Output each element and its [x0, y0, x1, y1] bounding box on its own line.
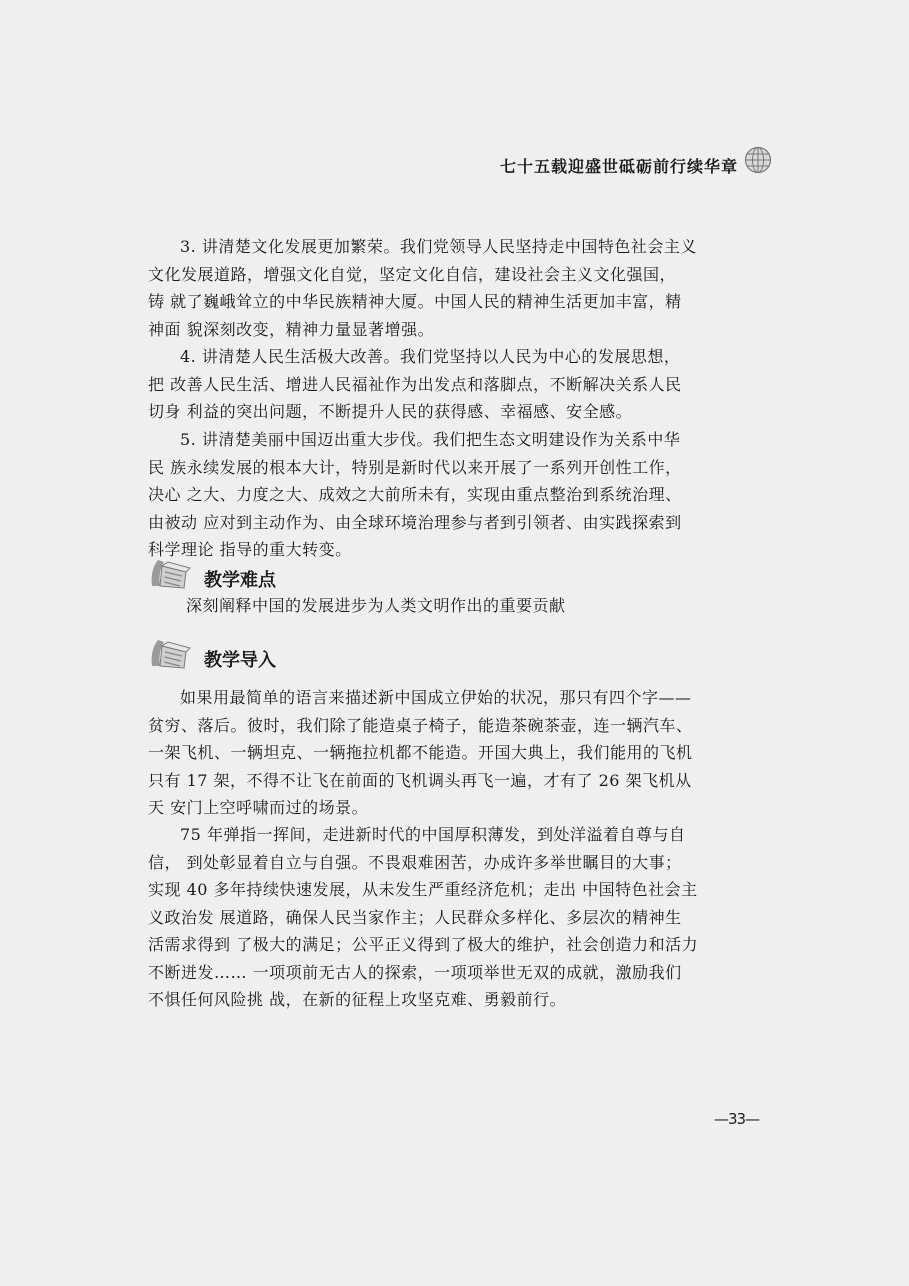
paragraph-culture: [148, 233, 760, 343]
paragraph-line: 我们党领导人民坚持走中国特色社会主义: [399, 237, 697, 256]
books-icon: [148, 556, 192, 592]
paragraph-line: 由被动 应对到主动作为、由全球环境治理参与者到引领者、由实践探索到: [148, 512, 682, 532]
page-number: —33—: [714, 1110, 760, 1128]
paragraph-line: 不断迸发…… 一项项前无古人的探索，一项项举世无双的成就，激励我们: [148, 962, 682, 982]
section-heading-difficulty: [148, 556, 548, 592]
paragraph-line: 我们党坚持以人民为中心的发展思想，: [399, 347, 681, 366]
paragraph-line: 只有 17 架，不得不让飞在前面的飞机调头再飞一遍，才有了 26 架飞机从: [148, 770, 692, 790]
paragraph-intro-1: [148, 684, 760, 822]
paragraph-line: 义政治发 展道路，确保人民当家作主；人民群众多样化、多层次的精神生: [148, 907, 682, 927]
paragraph-line: 民 族永续发展的根本大计，特别是新时代以来开展了一系列开创性工作，: [148, 457, 682, 477]
paragraph-line: 一架飞机、一辆坦克、一辆拖拉机都不能造。开国大典上，我们能用的飞机: [148, 743, 693, 762]
paragraph-line: 活需求得到 了极大的满足；公平正义得到了极大的维护，社会创造力和活力: [148, 935, 699, 954]
paragraph-line: 深刻阐释中国的发展进步为人类文明作出的重要贡献: [186, 596, 566, 615]
paragraph-line: 不惧任何风险挑 战，在新的征程上攻坚克难、勇毅前行。: [148, 990, 567, 1009]
paragraph-difficulty: [148, 592, 760, 620]
paragraph-lead: 5. 讲清楚美丽中国迈出重大步伐。: [180, 430, 433, 449]
paragraph-line: 信， 到处彰显着自立与自强。不畏艰难困苦，办成许多举世瞩目的大事；: [148, 852, 682, 872]
paragraph-lead: 如果用最简单的语言来描述新中国成立伊始的状况，那只有四个字——: [180, 688, 692, 707]
section-title: 教学难点: [204, 570, 276, 591]
section-title: 教学导入: [204, 650, 276, 671]
globe-icon: [744, 146, 772, 174]
books-icon: [148, 636, 192, 672]
paragraph-line: 神面 貌深刻改变，精神力量显著增强。: [148, 319, 435, 339]
paragraph-line: 铸 就了巍峨耸立的中华民族精神大厦。中国人民的精神生活更加丰富，精: [148, 292, 682, 311]
paragraph-line: 科学理论 指导的重大转变。: [148, 540, 352, 559]
paragraph-line: 实现 40 多年持续快速发展，从未发生严重经济危机；走出 中国特色社会主: [148, 880, 698, 899]
paragraph-line: 贫穷、落后。彼时，我们除了能造桌子椅子，能造茶碗茶壶，连一辆汽车、: [148, 715, 693, 735]
section-heading-intro: [148, 636, 548, 672]
paragraph-line: 切身 利益的突出问题，不断提升人民的获得感、幸福感、安全感。: [148, 402, 633, 421]
paragraph-line: 决心 之大、力度之大、成效之大前所未有，实现由重点整治到系统治理、: [148, 485, 682, 504]
paragraph-lead: 3. 讲清楚文化发展更加繁荣。: [180, 237, 400, 256]
paragraph-lead: 4. 讲清楚人民生活极大改善。: [180, 347, 400, 366]
paragraph-line: 文化发展道路，增强文化自觉，坚定文化自信，建设社会主义文化强国，: [148, 264, 677, 284]
paragraph-line: 天 安门上空呼啸而过的场景。: [148, 798, 369, 817]
paragraph-lead: 75 年弹指一挥间，走进新时代的中国厚积薄发，到处洋溢着自尊与自: [180, 825, 686, 844]
running-header: [460, 146, 780, 176]
header-title: 七十五载迎盛世砥砺前行续华章: [499, 157, 738, 176]
paragraph-livelihood: [148, 343, 760, 426]
paragraph-intro-2: [148, 821, 760, 1014]
paragraph-line: 我们把生态文明建设作为关系中华: [432, 430, 681, 449]
paragraph-ecology: [148, 426, 760, 564]
paragraph-line: 把 改善人民生活、增进人民福祉作为出发点和落脚点，不断解决关系人民: [148, 374, 682, 394]
